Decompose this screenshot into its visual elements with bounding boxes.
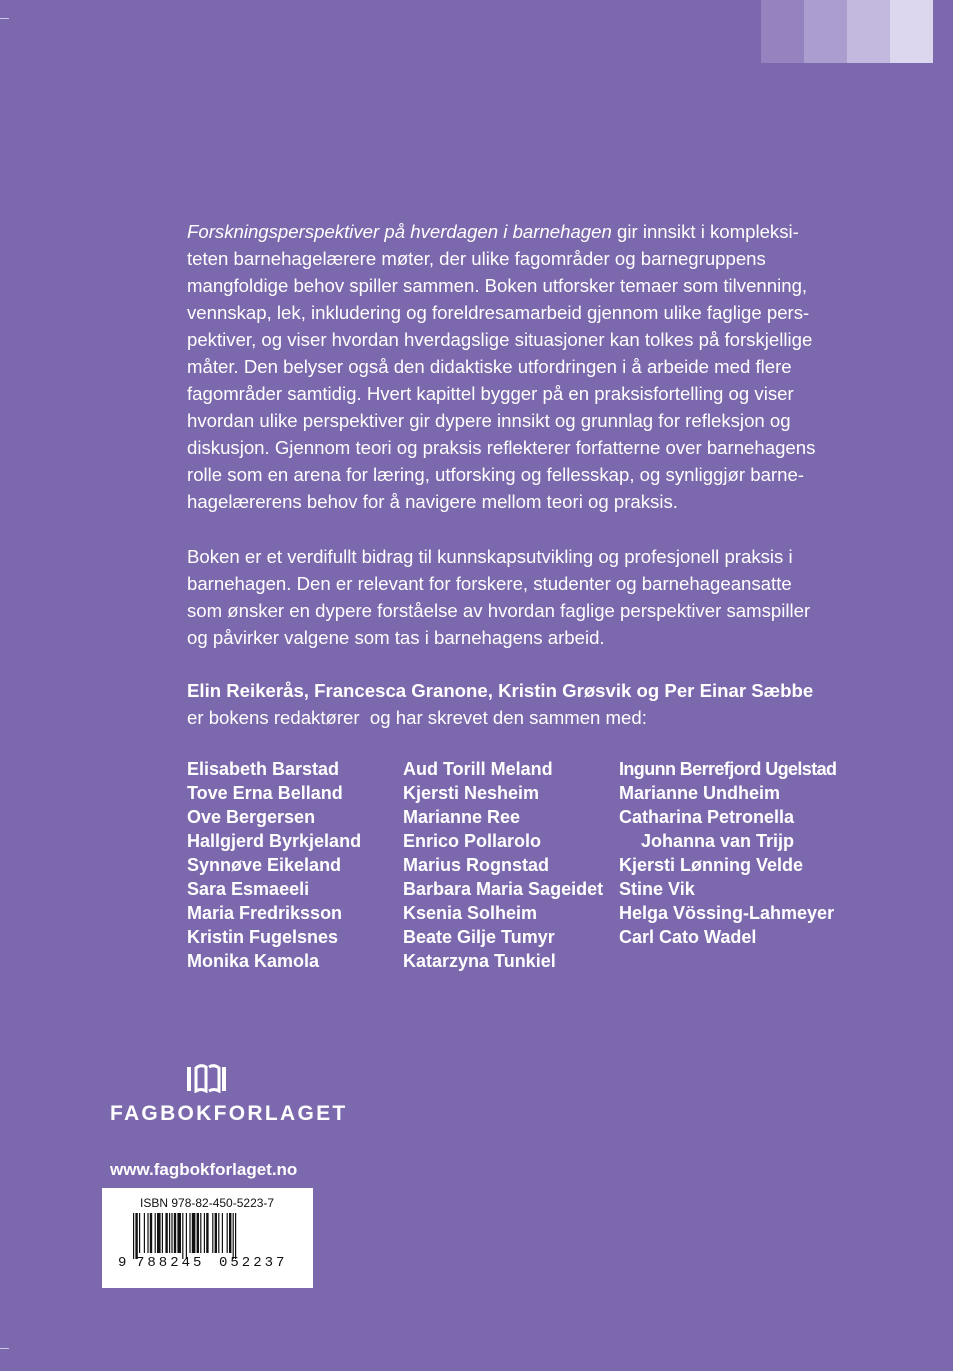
barcode-bar [204,1213,205,1253]
contributor-name: Barbara Maria Sageidet [403,879,604,899]
fagbokforlaget-logo-icon [186,1063,228,1093]
contributor-name: Sara Esmaeeli [187,879,310,899]
blurb-line: hvordan ulike perspektiver gir dypere innsikt og grunnlag for refleksjon og [187,410,791,431]
contributor-name: Marius Rognstad [403,855,550,875]
barcode-bar [144,1213,145,1253]
publisher-name: FAGBOKFORLAGET [110,1102,348,1125]
barcode-bar [233,1213,234,1259]
contributor-name: Synnøve Eikeland [187,855,342,875]
contributor-name: Ove Bergersen [187,807,316,827]
stripe-3 [847,0,890,63]
blurb-line: hagelærerens behov for å navigere mellom teori og praksis. [187,491,678,512]
blurb-line: rolle som en arena for læring, utforsking og fellesskap, og synliggjør barne- [187,464,804,485]
barcode-bar [169,1213,170,1253]
contributor-name: Kristin Fugelsnes [187,927,339,947]
isbn-label: ISBN 978-82-450-5223-7 [140,1196,275,1210]
contributor-name: Katarzyna Tunkiel [403,951,556,971]
spine-edge-line-bottom [0,1348,9,1349]
contributor-name: Maria Fredriksson [187,903,343,923]
stripe-2 [804,0,847,63]
isbn-barcode [102,1188,313,1288]
book-blurb [187,218,847,515]
second-paragraph [187,543,847,651]
blurb-line: fagområder samtidig. Hvert kapittel bygger på en praksisfortelling og viser [187,383,794,404]
contributors-column-3 [619,757,836,949]
barcode-bar [171,1213,172,1253]
blurb-line: pektiver, og viser hvordan hverdagslige situasjoner kan tolkes på forskjellige [187,329,813,350]
barcode-bar [192,1213,196,1253]
barcode-bar [139,1213,140,1253]
barcode-bar [182,1213,183,1259]
barcode-digit-first: 9 [118,1255,127,1271]
contributors-column-1 [187,757,361,973]
barcode-bar [135,1213,137,1259]
blurb-line: gir innsikt i kompleksi- [611,221,799,242]
contributor-name: Aud Torill Meland [403,759,553,779]
barcode-bar [177,1213,181,1253]
barcode-bar [235,1213,236,1259]
publisher-logo [110,1063,348,1126]
barcode-bar [218,1213,219,1253]
contributor-name: Beate Gilje Tumyr [403,927,555,947]
barcode-bars [133,1213,283,1259]
barcode-bar [222,1213,223,1253]
spine-edge-line-top [0,18,9,19]
barcode-bar [189,1213,190,1253]
barcode-bar [162,1213,163,1253]
decorative-stripes [761,0,933,63]
barcode-bar [133,1213,134,1259]
stripe-4 [890,0,933,63]
contributor-name: Elisabeth Barstad [187,759,340,779]
barcode-bar [155,1213,156,1253]
publisher-url: www.fagbokforlaget.no [110,1160,298,1179]
book-title-italic: Forskningsperspektiver på hverdagen i barnehagen [187,221,612,242]
contributor-name: Ingunn Berrefjord Ugelstad [619,759,837,779]
editor-names: Elin Reikerås, Francesca Granone, Kristin Grøsvik og Per Einar Sæbbe [187,680,814,701]
barcode-bar [229,1213,231,1253]
contributor-name: Kjersti Lønning Velde [619,855,804,875]
paragraph-line: barnehagen. Den er relevant for forskere, studenter og barnehageansatte [187,573,792,594]
contributor-name: Kjersti Nesheim [403,783,540,803]
barcode-bar [174,1213,176,1253]
contributor-name: Hallgjerd Byrkjeland [187,831,362,851]
contributor-name: Marianne Undheim [619,783,781,803]
contributor-name: Helga Vössing-Lahmeyer [619,903,835,923]
barcode-bar [165,1213,167,1253]
blurb-line: teten barnehagelærere møter, der ulike fagområder og barnegruppens [187,248,766,269]
editor-role-text: er bokens redaktører og har skrevet den sammen med: [187,707,647,728]
barcode-bar [200,1213,201,1253]
contributor-name: Tove Erna Belland [187,783,343,803]
barcode-bar [215,1213,217,1253]
contributor-name: Stine Vik [619,879,695,899]
contributors-column-2 [403,757,603,973]
barcode-bar [157,1213,161,1253]
blurb-line: diskusjon. Gjennom teori og praksis reflekterer forfatterne over barnehagens [187,437,816,458]
barcode-bar [186,1213,187,1259]
barcode-bar [206,1213,208,1253]
paragraph-line: som ønsker en dypere forståelse av hvordan faglige perspektiver samspiller [187,600,811,621]
contributor-name: Marianne Ree [403,807,521,827]
barcode-bar [197,1213,199,1253]
paragraph-line: og påvirker valgene som tas i barnehagens arbeid. [187,627,605,648]
barcode-digits-group-1: 788245 [136,1255,205,1271]
paragraph-line: Boken er et verdifullt bidrag til kunnskapsutvikling og profesjonell praksis i [187,546,793,567]
editors-block [187,677,887,731]
barcode-bar [150,1213,152,1253]
barcode-bar [212,1213,213,1253]
blurb-line: mangfoldige behov spiller sammen. Boken utforsker temaer som tilvenning, [187,275,808,296]
contributor-name: Enrico Pollarolo [403,831,542,851]
blurb-line: vennskap, lek, inkludering og foreldresamarbeid gjennom ulike faglige pers- [187,302,810,323]
barcode-bar [227,1213,228,1253]
barcode-bar [147,1213,148,1253]
contributor-name: Catharina Petronella [619,807,795,827]
contributor-name: Monika Kamola [187,951,320,971]
blurb-line: måter. Den belyser også den didaktiske utfordringen i å arbeide med flere [187,356,792,377]
contributor-name: Johanna van Trijp [641,831,795,851]
stripe-1 [761,0,804,63]
barcode-digits-group-2: 052237 [219,1255,288,1271]
contributor-name: Carl Cato Wadel [619,927,757,947]
contributor-name: Ksenia Solheim [403,903,538,923]
